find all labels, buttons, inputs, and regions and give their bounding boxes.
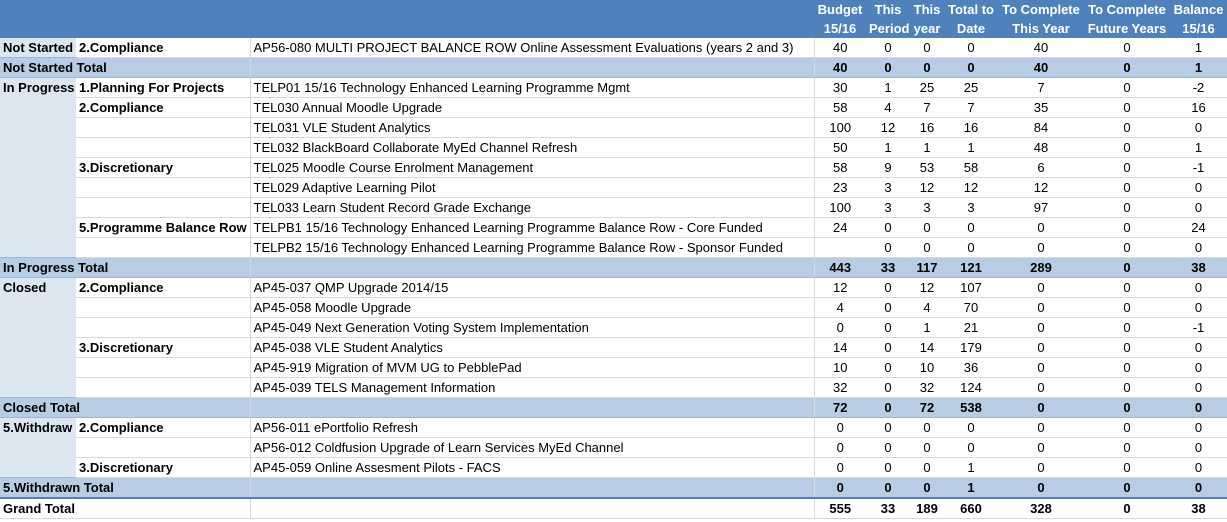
total-to-date-cell: 25 — [944, 78, 998, 98]
budget-cell: 24 — [814, 218, 866, 238]
category-cell — [76, 138, 250, 158]
balance-cell: 0 — [1170, 178, 1227, 198]
status-cell — [0, 138, 76, 158]
to-complete-future-cell: 0 — [1084, 78, 1170, 98]
project-cell: TELPB2 15/16 Technology Enhanced Learning Programme Balance Row - Sponsor Funded — [250, 238, 814, 258]
balance-cell: 24 — [1170, 218, 1227, 238]
total-to-date-cell: 21 — [944, 318, 998, 338]
project-cell: AP45-059 Online Assesment Pilots - FACS — [250, 458, 814, 478]
to-complete-this-year-cell: 0 — [998, 418, 1084, 438]
total-to-date-cell: 12 — [944, 178, 998, 198]
balance-cell: 0 — [1170, 378, 1227, 398]
to-complete-future-cell: 0 — [1084, 218, 1170, 238]
header-balance-sub: 15/16 — [1170, 19, 1227, 38]
to-complete-future-cell: 0 — [1084, 418, 1170, 438]
table-row — [0, 298, 1227, 318]
project-cell: AP45-919 Migration of MVM UG to PebblePad — [250, 358, 814, 378]
to-complete-this-year-cell: 12 — [998, 178, 1084, 198]
to-complete-this-year-cell: 0 — [998, 358, 1084, 378]
category-cell: 2.Compliance — [76, 418, 250, 438]
this-year-cell: 32 — [910, 378, 944, 398]
project-cell: TEL031 VLE Student Analytics — [250, 118, 814, 138]
to-complete-this-year-cell: 0 — [998, 438, 1084, 458]
balance-cell: -1 — [1170, 158, 1227, 178]
balance-cell: 0 — [1170, 418, 1227, 438]
balance-cell: 1 — [1170, 58, 1227, 78]
total-to-date-cell: 36 — [944, 358, 998, 378]
table-row — [0, 178, 1227, 198]
status-cell: In Progress — [0, 78, 76, 98]
project-cell: TEL032 BlackBoard Collaborate MyEd Channel Refresh — [250, 138, 814, 158]
subtotal-row — [0, 398, 1227, 418]
to-complete-this-year-cell: 35 — [998, 98, 1084, 118]
budget-cell: 4 — [814, 298, 866, 318]
status-cell — [0, 438, 76, 458]
budget-cell: 50 — [814, 138, 866, 158]
balance-cell: 0 — [1170, 358, 1227, 378]
header-this-year-sub: year — [910, 19, 944, 38]
to-complete-this-year-cell: 40 — [998, 38, 1084, 58]
status-cell — [0, 358, 76, 378]
to-complete-this-year-cell: 0 — [998, 298, 1084, 318]
to-complete-this-year-cell: 0 — [998, 378, 1084, 398]
total-to-date-cell: 0 — [944, 438, 998, 458]
total-to-date-cell: 124 — [944, 378, 998, 398]
this-year-cell: 14 — [910, 338, 944, 358]
table-row — [0, 318, 1227, 338]
this-period-cell: 12 — [866, 118, 910, 138]
this-year-cell: 189 — [910, 498, 944, 519]
balance-cell: 1 — [1170, 38, 1227, 58]
category-cell: 2.Compliance — [76, 38, 250, 58]
this-year-cell: 3 — [910, 198, 944, 218]
category-cell — [76, 118, 250, 138]
this-year-cell: 0 — [910, 478, 944, 499]
subtotal-row — [0, 478, 1227, 499]
total-to-date-cell: 660 — [944, 498, 998, 519]
this-year-cell: 7 — [910, 98, 944, 118]
header-row-1 — [0, 0, 1227, 19]
this-period-cell: 0 — [866, 298, 910, 318]
budget-cell: 40 — [814, 38, 866, 58]
to-complete-this-year-cell: 0 — [998, 238, 1084, 258]
this-period-cell: 0 — [866, 358, 910, 378]
to-complete-this-year-cell: 289 — [998, 258, 1084, 278]
total-label: Closed Total — [0, 398, 250, 418]
total-label: 5.Withdrawn Total — [0, 478, 250, 499]
balance-cell: 0 — [1170, 198, 1227, 218]
balance-cell: 0 — [1170, 438, 1227, 458]
project-cell: TEL030 Annual Moodle Upgrade — [250, 98, 814, 118]
budget-cell: 40 — [814, 58, 866, 78]
this-year-cell: 53 — [910, 158, 944, 178]
category-cell — [76, 438, 250, 458]
table-row — [0, 458, 1227, 478]
to-complete-this-year-cell: 7 — [998, 78, 1084, 98]
table-row — [0, 78, 1227, 98]
category-cell — [76, 298, 250, 318]
table-row — [0, 438, 1227, 458]
header-to-complete-this-year-sub: This Year — [998, 19, 1084, 38]
budget-cell: 0 — [814, 438, 866, 458]
header-budget-sub: 15/16 — [814, 19, 866, 38]
table-row — [0, 158, 1227, 178]
balance-cell: -2 — [1170, 78, 1227, 98]
subtotal-row — [0, 258, 1227, 278]
this-period-cell: 0 — [866, 398, 910, 418]
project-cell: AP56-011 ePortfolio Refresh — [250, 418, 814, 438]
budget-cell: 0 — [814, 418, 866, 438]
this-year-cell: 0 — [910, 58, 944, 78]
project-cell: TEL033 Learn Student Record Grade Exchange — [250, 198, 814, 218]
project-cell: TELP01 15/16 Technology Enhanced Learning Programme Mgmt — [250, 78, 814, 98]
this-period-cell: 3 — [866, 178, 910, 198]
this-period-cell: 1 — [866, 78, 910, 98]
table-row — [0, 278, 1227, 298]
to-complete-future-cell: 0 — [1084, 338, 1170, 358]
to-complete-future-cell: 0 — [1084, 318, 1170, 338]
status-cell — [0, 378, 76, 398]
status-cell: Closed — [0, 278, 76, 298]
table-row — [0, 218, 1227, 238]
this-year-cell: 0 — [910, 418, 944, 438]
to-complete-future-cell: 0 — [1084, 98, 1170, 118]
header-this-period: This — [866, 0, 910, 19]
this-year-cell: 25 — [910, 78, 944, 98]
category-cell: 5.Programme Balance Row — [76, 218, 250, 238]
balance-cell: -1 — [1170, 318, 1227, 338]
header-this-year: This — [910, 0, 944, 19]
this-period-cell: 1 — [866, 138, 910, 158]
total-label: In Progress Total — [0, 258, 250, 278]
project-cell: AP45-058 Moodle Upgrade — [250, 298, 814, 318]
category-cell: 2.Compliance — [76, 278, 250, 298]
budget-cell: 100 — [814, 118, 866, 138]
to-complete-this-year-cell: 48 — [998, 138, 1084, 158]
total-to-date-cell: 0 — [944, 38, 998, 58]
this-period-cell: 0 — [866, 238, 910, 258]
this-period-cell: 0 — [866, 278, 910, 298]
empty-cell — [250, 258, 814, 278]
budget-cell: 72 — [814, 398, 866, 418]
this-period-cell: 0 — [866, 318, 910, 338]
category-cell: 3.Discretionary — [76, 338, 250, 358]
to-complete-future-cell: 0 — [1084, 158, 1170, 178]
balance-cell: 1 — [1170, 138, 1227, 158]
status-cell — [0, 158, 76, 178]
this-period-cell: 0 — [866, 378, 910, 398]
to-complete-this-year-cell: 6 — [998, 158, 1084, 178]
to-complete-this-year-cell: 97 — [998, 198, 1084, 218]
balance-cell: 0 — [1170, 338, 1227, 358]
this-period-cell: 0 — [866, 58, 910, 78]
table-row — [0, 198, 1227, 218]
this-year-cell: 10 — [910, 358, 944, 378]
project-cell: AP45-037 QMP Upgrade 2014/15 — [250, 278, 814, 298]
category-cell — [76, 198, 250, 218]
to-complete-future-cell: 0 — [1084, 38, 1170, 58]
project-cell: AP56-080 MULTI PROJECT BALANCE ROW Online Assessment Evaluations (years 2 and 3) — [250, 38, 814, 58]
total-to-date-cell: 70 — [944, 298, 998, 318]
header-row-2 — [0, 19, 1227, 38]
balance-cell: 0 — [1170, 398, 1227, 418]
to-complete-this-year-cell: 0 — [998, 318, 1084, 338]
category-cell — [76, 358, 250, 378]
total-to-date-cell: 0 — [944, 58, 998, 78]
category-cell — [76, 378, 250, 398]
this-period-cell: 0 — [866, 478, 910, 499]
this-year-cell: 1 — [910, 138, 944, 158]
header-to-complete-future-sub: Future Years — [1084, 19, 1170, 38]
project-cell: AP45-039 TELS Management Information — [250, 378, 814, 398]
budget-cell: 14 — [814, 338, 866, 358]
table-row — [0, 38, 1227, 58]
category-cell — [76, 318, 250, 338]
status-cell — [0, 118, 76, 138]
empty-cell — [250, 478, 814, 499]
this-year-cell: 0 — [910, 458, 944, 478]
total-to-date-cell: 1 — [944, 138, 998, 158]
status-cell — [0, 178, 76, 198]
to-complete-future-cell: 0 — [1084, 138, 1170, 158]
this-period-cell: 0 — [866, 338, 910, 358]
this-year-cell: 72 — [910, 398, 944, 418]
budget-cell: 23 — [814, 178, 866, 198]
category-cell: 1.Planning For Projects — [76, 78, 250, 98]
project-cell: AP56-012 Coldfusion Upgrade of Learn Services MyEd Channel — [250, 438, 814, 458]
to-complete-future-cell: 0 — [1084, 478, 1170, 499]
to-complete-future-cell: 0 — [1084, 118, 1170, 138]
this-year-cell: 0 — [910, 238, 944, 258]
budget-cell: 100 — [814, 198, 866, 218]
this-year-cell: 0 — [910, 38, 944, 58]
to-complete-future-cell: 0 — [1084, 58, 1170, 78]
balance-cell: 0 — [1170, 118, 1227, 138]
status-cell — [0, 298, 76, 318]
budget-cell: 58 — [814, 158, 866, 178]
header-to-complete-future: To Complete — [1084, 0, 1170, 19]
to-complete-this-year-cell: 0 — [998, 478, 1084, 499]
category-cell — [76, 238, 250, 258]
this-period-cell: 33 — [866, 258, 910, 278]
subtotal-row — [0, 58, 1227, 78]
table-row — [0, 358, 1227, 378]
category-cell: 2.Compliance — [76, 98, 250, 118]
project-cell: AP45-049 Next Generation Voting System Implementation — [250, 318, 814, 338]
balance-cell: 16 — [1170, 98, 1227, 118]
table-row — [0, 378, 1227, 398]
status-cell — [0, 238, 76, 258]
total-to-date-cell: 538 — [944, 398, 998, 418]
status-cell — [0, 318, 76, 338]
to-complete-future-cell: 0 — [1084, 378, 1170, 398]
to-complete-future-cell: 0 — [1084, 198, 1170, 218]
this-period-cell: 0 — [866, 438, 910, 458]
table-row — [0, 238, 1227, 258]
total-to-date-cell: 7 — [944, 98, 998, 118]
to-complete-future-cell: 0 — [1084, 238, 1170, 258]
total-to-date-cell: 58 — [944, 158, 998, 178]
to-complete-this-year-cell: 84 — [998, 118, 1084, 138]
status-cell — [0, 198, 76, 218]
to-complete-this-year-cell: 40 — [998, 58, 1084, 78]
to-complete-this-year-cell: 0 — [998, 458, 1084, 478]
budget-cell: 443 — [814, 258, 866, 278]
balance-cell: 0 — [1170, 238, 1227, 258]
budget-cell: 0 — [814, 318, 866, 338]
empty-cell — [250, 58, 814, 78]
budget-cell: 12 — [814, 278, 866, 298]
table-row — [0, 98, 1227, 118]
to-complete-this-year-cell: 0 — [998, 338, 1084, 358]
balance-cell: 38 — [1170, 258, 1227, 278]
total-to-date-cell: 121 — [944, 258, 998, 278]
budget-cell: 0 — [814, 458, 866, 478]
this-year-cell: 4 — [910, 298, 944, 318]
project-cell: AP45-038 VLE Student Analytics — [250, 338, 814, 358]
total-to-date-cell: 1 — [944, 458, 998, 478]
this-period-cell: 0 — [866, 418, 910, 438]
project-cell: TEL029 Adaptive Learning Pilot — [250, 178, 814, 198]
to-complete-future-cell: 0 — [1084, 498, 1170, 519]
balance-cell: 0 — [1170, 458, 1227, 478]
to-complete-future-cell: 0 — [1084, 458, 1170, 478]
project-cell: TELPB1 15/16 Technology Enhanced Learning Programme Balance Row - Core Funded — [250, 218, 814, 238]
total-label: Grand Total — [0, 498, 250, 519]
total-to-date-cell: 16 — [944, 118, 998, 138]
total-to-date-cell: 179 — [944, 338, 998, 358]
this-period-cell: 4 — [866, 98, 910, 118]
this-period-cell: 9 — [866, 158, 910, 178]
empty-cell — [250, 398, 814, 418]
this-year-cell: 1 — [910, 318, 944, 338]
this-year-cell: 12 — [910, 278, 944, 298]
to-complete-future-cell: 0 — [1084, 258, 1170, 278]
budget-cell: 30 — [814, 78, 866, 98]
status-cell — [0, 458, 76, 478]
to-complete-this-year-cell: 0 — [998, 278, 1084, 298]
total-to-date-cell: 1 — [944, 478, 998, 499]
balance-cell: 38 — [1170, 498, 1227, 519]
this-year-cell: 12 — [910, 178, 944, 198]
header-budget: Budget — [814, 0, 866, 19]
project-cell: TEL025 Moodle Course Enrolment Management — [250, 158, 814, 178]
status-cell: 5.Withdraw — [0, 418, 76, 438]
table-row — [0, 338, 1227, 358]
this-year-cell: 16 — [910, 118, 944, 138]
balance-cell: 0 — [1170, 478, 1227, 499]
budget-cell: 32 — [814, 378, 866, 398]
budget-cell — [814, 238, 866, 258]
total-to-date-cell: 107 — [944, 278, 998, 298]
budget-cell: 58 — [814, 98, 866, 118]
to-complete-this-year-cell: 0 — [998, 218, 1084, 238]
status-cell — [0, 218, 76, 238]
this-period-cell: 0 — [866, 38, 910, 58]
total-to-date-cell: 0 — [944, 238, 998, 258]
table-row — [0, 418, 1227, 438]
total-to-date-cell: 0 — [944, 418, 998, 438]
this-year-cell: 117 — [910, 258, 944, 278]
this-period-cell: 0 — [866, 458, 910, 478]
budget-cell: 0 — [814, 478, 866, 499]
total-label: Not Started Total — [0, 58, 250, 78]
status-cell: Not Started — [0, 38, 76, 58]
this-period-cell: 33 — [866, 498, 910, 519]
to-complete-future-cell: 0 — [1084, 438, 1170, 458]
this-year-cell: 0 — [910, 218, 944, 238]
header-this-period-sub: Period — [866, 19, 910, 38]
empty-cell — [250, 498, 814, 519]
to-complete-future-cell: 0 — [1084, 358, 1170, 378]
budget-cell: 10 — [814, 358, 866, 378]
this-period-cell: 0 — [866, 218, 910, 238]
total-to-date-cell: 3 — [944, 198, 998, 218]
header-total-to-date: Total to — [944, 0, 998, 19]
to-complete-this-year-cell: 0 — [998, 398, 1084, 418]
total-to-date-cell: 0 — [944, 218, 998, 238]
this-period-cell: 3 — [866, 198, 910, 218]
status-cell — [0, 98, 76, 118]
to-complete-future-cell: 0 — [1084, 278, 1170, 298]
status-cell — [0, 338, 76, 358]
balance-cell: 0 — [1170, 278, 1227, 298]
to-complete-future-cell: 0 — [1084, 398, 1170, 418]
to-complete-future-cell: 0 — [1084, 298, 1170, 318]
to-complete-future-cell: 0 — [1084, 178, 1170, 198]
category-cell — [76, 178, 250, 198]
budget-cell: 555 — [814, 498, 866, 519]
grand-total-row — [0, 498, 1227, 519]
table-row — [0, 138, 1227, 158]
table-row — [0, 118, 1227, 138]
header-total-to-date-sub: Date — [944, 19, 998, 38]
to-complete-this-year-cell: 328 — [998, 498, 1084, 519]
this-year-cell: 0 — [910, 438, 944, 458]
category-cell: 3.Discretionary — [76, 458, 250, 478]
category-cell: 3.Discretionary — [76, 158, 250, 178]
header-to-complete-this-year: To Complete — [998, 0, 1084, 19]
header-balance: Balance — [1170, 0, 1227, 19]
balance-cell: 0 — [1170, 298, 1227, 318]
